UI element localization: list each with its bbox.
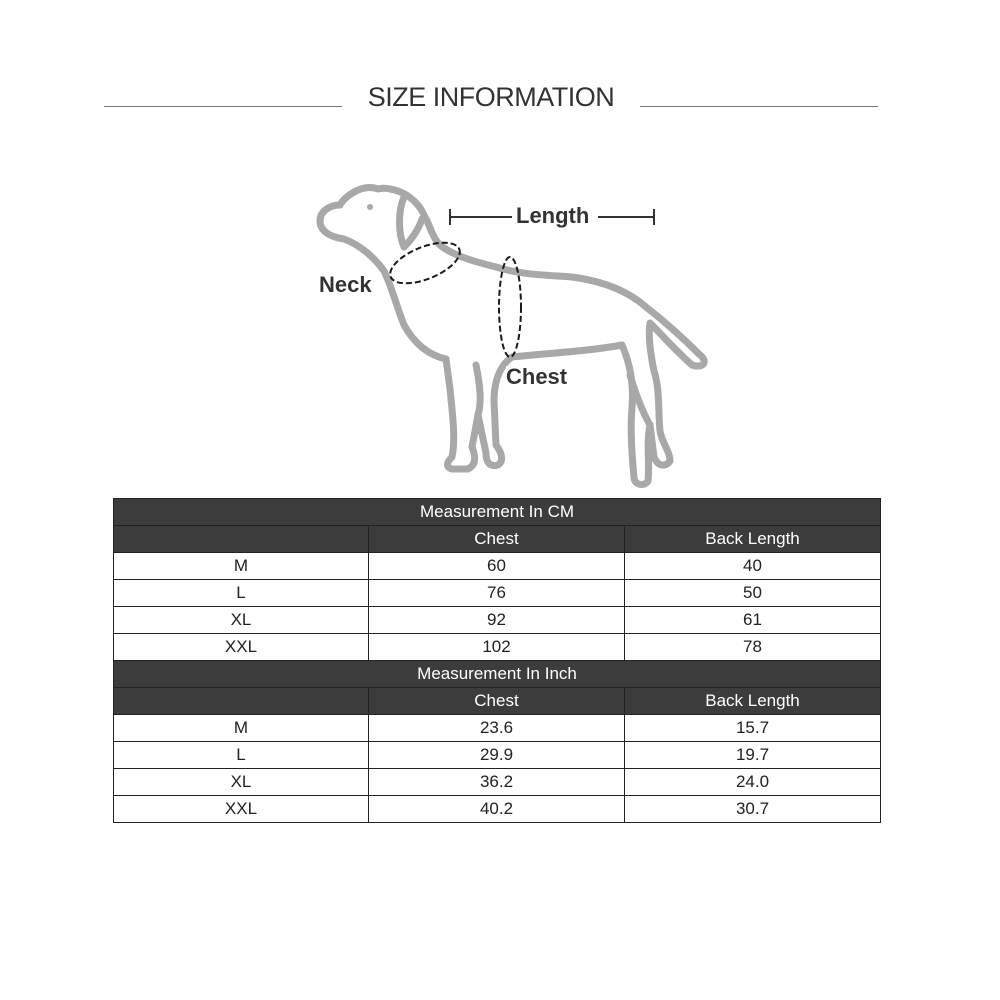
- back-length-cell: 19.7: [625, 742, 881, 769]
- dog-measurement-diagram: [300, 175, 720, 495]
- chest-cell: 60: [369, 553, 625, 580]
- chest-cell: 92: [369, 607, 625, 634]
- back-length-cell: 30.7: [625, 796, 881, 823]
- inch-section-title: Measurement In Inch: [114, 661, 881, 688]
- back-length-cell: 50: [625, 580, 881, 607]
- table-row: [114, 553, 881, 580]
- cm-section-title: Measurement In CM: [114, 499, 881, 526]
- back-length-cell: 61: [625, 607, 881, 634]
- size-cell: M: [114, 553, 369, 580]
- header-rule-left: [104, 106, 342, 107]
- back-length-cell: 40: [625, 553, 881, 580]
- table-row: [114, 607, 881, 634]
- size-cell: XXL: [114, 796, 369, 823]
- cm-header-row: [114, 526, 881, 553]
- table-row: [114, 715, 881, 742]
- table-row: [114, 742, 881, 769]
- back-length-cell: 15.7: [625, 715, 881, 742]
- dog-body-outline: [320, 188, 704, 485]
- cm-section-row: [114, 499, 881, 526]
- table-row: [114, 634, 881, 661]
- size-cell: XL: [114, 607, 369, 634]
- size-cell: L: [114, 580, 369, 607]
- inch-header-row: [114, 688, 881, 715]
- back-length-cell: 78: [625, 634, 881, 661]
- neck-measure-ellipse: [385, 234, 466, 291]
- inch-header-size: [114, 688, 369, 715]
- chest-cell: 102: [369, 634, 625, 661]
- dog-outline-illustration: [300, 175, 720, 495]
- back-length-cell: 24.0: [625, 769, 881, 796]
- chest-cell: 76: [369, 580, 625, 607]
- size-cell: XL: [114, 769, 369, 796]
- size-cell: L: [114, 742, 369, 769]
- chest-label: Chest: [506, 364, 568, 389]
- inch-section-row: [114, 661, 881, 688]
- section-header: [0, 80, 1000, 120]
- table-row: [114, 769, 881, 796]
- cm-header-chest: Chest: [369, 526, 625, 553]
- length-label: Length: [516, 203, 590, 228]
- inch-header-chest: Chest: [369, 688, 625, 715]
- chest-cell: 40.2: [369, 796, 625, 823]
- header-rule-right: [640, 106, 878, 107]
- page-title: SIZE INFORMATION: [367, 82, 615, 112]
- table-row: [114, 796, 881, 823]
- chest-cell: 23.6: [369, 715, 625, 742]
- cm-header-size: [114, 526, 369, 553]
- chest-cell: 29.9: [369, 742, 625, 769]
- dog-eye: [367, 204, 373, 210]
- neck-label: Neck: [319, 272, 372, 297]
- table-row: [114, 580, 881, 607]
- size-cell: XXL: [114, 634, 369, 661]
- size-cell: M: [114, 715, 369, 742]
- dog-inner-front-leg: [476, 365, 480, 415]
- chest-cell: 36.2: [369, 769, 625, 796]
- cm-header-back-length: Back Length: [625, 526, 881, 553]
- size-tables: [113, 498, 880, 823]
- size-table: [113, 498, 881, 823]
- inch-header-back-length: Back Length: [625, 688, 881, 715]
